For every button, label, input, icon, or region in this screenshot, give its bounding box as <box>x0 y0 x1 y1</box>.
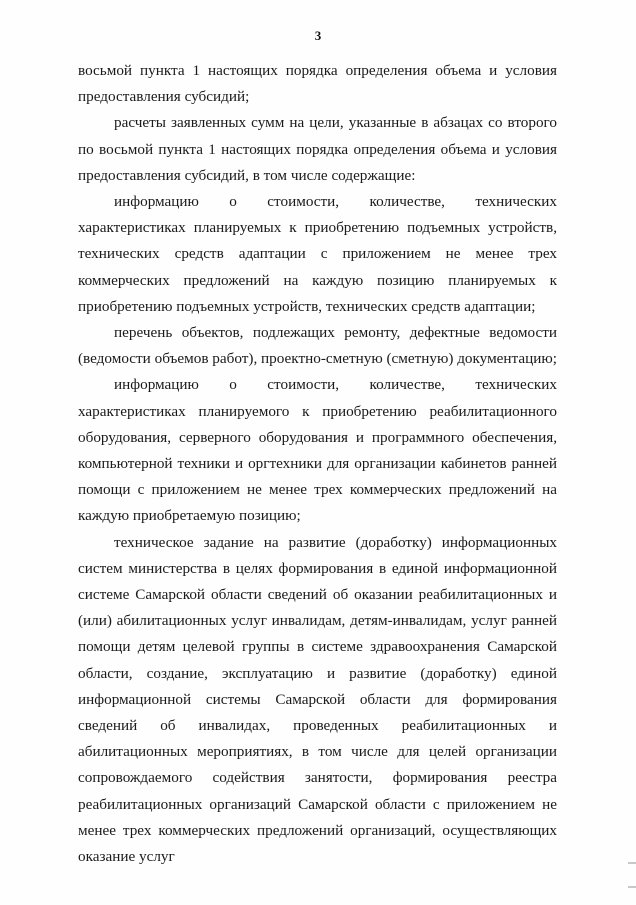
paragraph-5: информацию о стоимости, количестве, технических характеристиках планируемого к приобретению реабилитационного оборудования, серверного оборудования и программного обеспечения, компьютерной техники и оргтехники для организации кабинетов ранней помощи с приложением не менее трех коммерческих предложений на каждую приобретаемую позицию; <box>78 376 557 525</box>
scan-edge-mark <box>628 886 636 888</box>
scan-edge-mark <box>628 862 636 864</box>
page-number: 3 <box>314 28 322 43</box>
paragraph-1: восьмой пункта 1 настоящих порядка определения объема и условия предоставления субсидий; <box>78 62 557 106</box>
document-body <box>78 58 557 870</box>
paragraph-2: расчеты заявленных сумм на цели, указанные в абзацах со второго по восьмой пункта 1 настоящих порядка определения объема и условия предоставления субсидий, в том числе содержащие: <box>78 114 557 184</box>
paragraph-4: перечень объектов, подлежащих ремонту, дефектные ведомости (ведомости объемов работ), проектно-сметную (сметную) документацию; <box>78 324 557 368</box>
paragraph-3: информацию о стоимости, количестве, технических характеристиках планируемых к приобретению подъемных устройств, технических средств адаптации с приложением не менее трех коммерческих предложений на каждую позицию планируемых к приобретению подъемных устройств, технических средств адаптации; <box>78 193 557 315</box>
paragraph-6: техническое задание на развитие (доработку) информационных систем министерства в целях формирования в единой информационной системе Самарской области сведений об оказании реабилитационных и (или) абилитационных услуг инвалидам, детям-инвалидам, услуг ранней помощи детям целевой группы в системе здравоохранения Самарской области, создание, эксплуатацию и развитие (доработку) единой информационной системы Самарской области для формирования сведений об инвалидах, проведенных реабилитационных и абилитационных мероприятиях, в том числе для целей организации сопровождаемого содействия занятости, формирования реестра реабилитационных организаций Самарской области с приложением не менее трех коммерческих предложений организаций, осуществляющих оказание услуг <box>78 533 557 866</box>
